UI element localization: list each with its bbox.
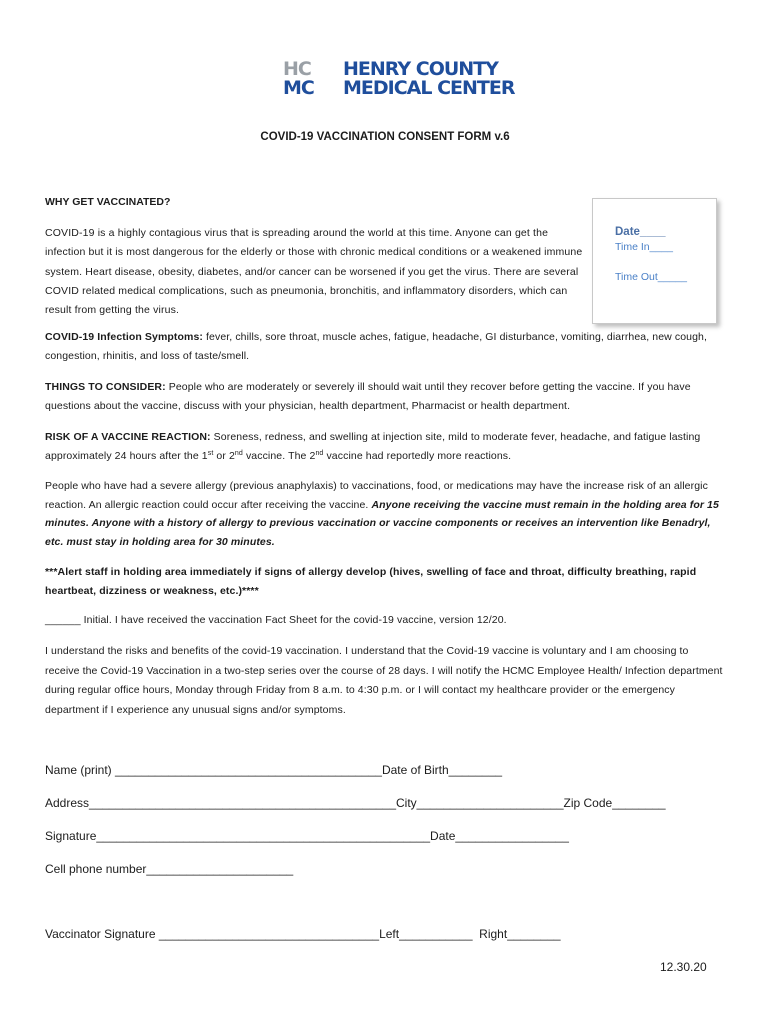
logo-mark-top-text: HC xyxy=(283,58,311,80)
risk-sup-3: nd xyxy=(315,449,324,457)
date-time-box xyxy=(592,198,717,324)
address-field[interactable]: Address______________________________________________City______________________Zip Code________ xyxy=(45,796,666,810)
risk-text-a: Soreness, redness, and swelling at injection site, mild to moderate fever, headache, and fatigue lasting approximately 24 hours after the 1 xyxy=(45,431,701,462)
vaccinator-signature-field[interactable]: Vaccinator Signature _________________________________Left___________ Right________ xyxy=(45,927,561,941)
allergy-emphasis: Anyone receiving the vaccine must remain in the holding area for 15 minutes. Anyone with a history of allergy to previous vaccination or vaccine components or receives an intervention like Benadryl, etc. must stay in holding area for 30 minutes. xyxy=(45,498,719,548)
hcmc-logo-mark xyxy=(283,58,341,100)
alert-paragraph: ***Alert staff in holding area immediately if signs of allergy develop (hives, swelling of face and throat, difficulty breathing, rapid heartbeat, dizziness or weakness, etc.)**** xyxy=(45,566,697,597)
why-text: COVID-19 is a highly contagious virus that is spreading around the world at this time. Anyone can get the infection but it is most dangerous for the elderly or those with chronic medical conditions or a weakened immune system. Heart disease, obesity, diabetes, and/or cancer can be worsened if you get the virus. There are several COVID related medical complications, such as pneumonia, bronchitis, and inflammatory disorders, which can result from getting the virus. xyxy=(45,227,583,317)
date-field[interactable]: Date____ xyxy=(615,226,666,238)
logo-mark-bottom-text: MC xyxy=(283,77,314,99)
cell-phone-field[interactable]: Cell phone number______________________ xyxy=(45,862,294,876)
symptoms-paragraph xyxy=(45,328,725,365)
risk-text-d: vaccine had reportedly more reactions. xyxy=(323,449,512,462)
logo-org-line2: MEDICAL CENTER xyxy=(343,77,515,99)
understand-paragraph: I understand the risks and benefits of the covid-19 vaccination. I understand that the Covid-19 vaccine is voluntary and I am choosing to receive the Covid-19 Vaccination in a two-step series over the course of 28 days. I will notify the HCMC Employee Health/ Infection department during regular office hours, Monday through Friday from 8 a.m. to 4:30 p.m. or I will contact my healthcare provider or the emergency department if I experience any unusual signs and/or symptoms. xyxy=(45,645,723,716)
things-paragraph xyxy=(45,378,725,415)
time-in-field[interactable]: Time In____ xyxy=(615,241,673,253)
risk-paragraph xyxy=(45,428,725,465)
initial-line[interactable]: ______ Initial. I have received the vaccination Fact Sheet for the covid-19 vaccine, version 12/20. xyxy=(45,614,507,626)
signature-field[interactable]: Signature__________________________________________________Date_________________ xyxy=(45,829,569,843)
logo-org-name xyxy=(343,60,515,98)
logo-org-line1: HENRY COUNTY xyxy=(343,58,498,80)
symptoms-label: COVID-19 Infection Symptoms: xyxy=(45,331,203,343)
risk-sup-1: st xyxy=(207,449,214,457)
risk-text-c: vaccine. The 2 xyxy=(242,449,316,462)
things-label: THINGS TO CONSIDER: xyxy=(45,381,166,393)
footer-date: 12.30.20 xyxy=(660,960,707,974)
allergy-text: People who have had a severe allergy (previous anaphylaxis) to vaccinations, food, or medications may have the increase risk of an allergic reaction. An allergic reaction could occur after receiving the vaccine. xyxy=(45,480,708,511)
symptoms-text: fever, chills, sore throat, muscle aches, fatigue, headache, GI disturbance, vomiting, diarrhea, new cough, congestion, rhinitis, and loss of taste/smell. xyxy=(45,331,707,362)
risk-label: RISK OF A VACCINE REACTION: xyxy=(45,431,211,443)
things-text: People who are moderately or severely ill should wait until they recover before getting the vaccine. If you have questions about the vaccine, discuss with your physician, health department, Pharmacist or health department. xyxy=(45,381,691,412)
why-heading: WHY GET VACCINATED? xyxy=(45,196,171,208)
risk-sup-2: nd xyxy=(234,449,243,457)
time-out-field[interactable]: Time Out_____ xyxy=(615,271,687,283)
risk-text-b: or 2 xyxy=(213,449,235,462)
allergy-paragraph xyxy=(45,477,725,551)
name-dob-field[interactable]: Name (print) ________________________________________Date of Birth________ xyxy=(45,763,503,777)
logo-mark-bottom xyxy=(283,79,314,98)
form-title: COVID-19 VACCINATION CONSENT FORM v.6 xyxy=(260,131,510,143)
hcmc-logo xyxy=(283,57,515,101)
